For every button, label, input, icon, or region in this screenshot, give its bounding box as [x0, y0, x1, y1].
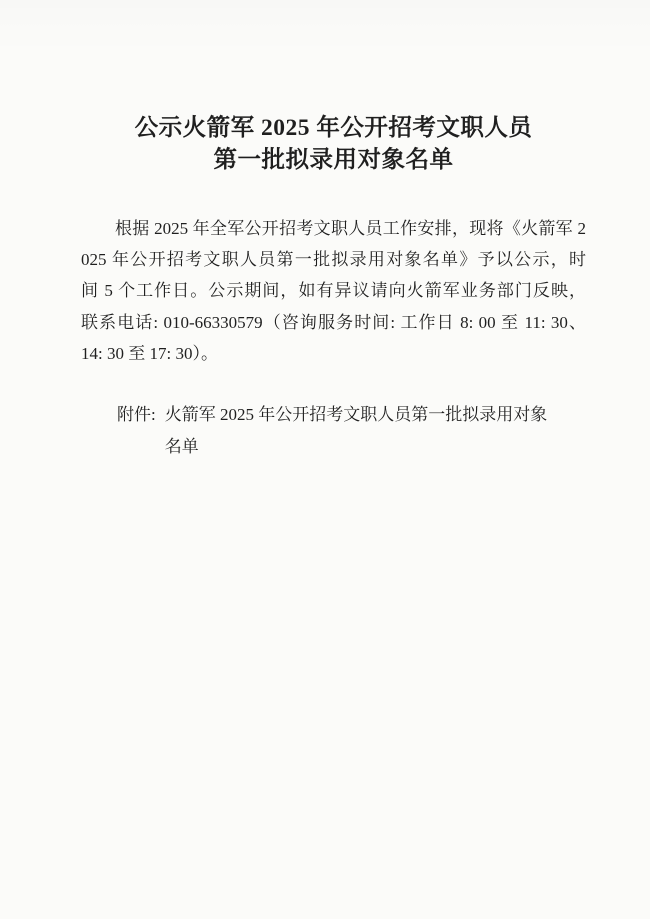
attachment-label: 附件:	[117, 405, 156, 425]
body-line-5: 14: 30 至 17: 30）。	[81, 343, 218, 363]
attachment-title	[165, 399, 586, 463]
attachment-section	[117, 399, 586, 463]
notice-title-line-1: 公示火箭军 2025 年公开招考文职人员	[134, 115, 533, 141]
notice-body-paragraph	[81, 213, 586, 369]
body-line-1: 根据 2025 年全军公开招考文职人员工作安排，现将《火箭军 2	[115, 219, 586, 238]
body-line-2: 025 年公开招考文职人员第一批拟录用对象名单》予以公示，时	[81, 250, 586, 270]
attachment-title-line-1: 火箭军 2025 年公开招考文职人员第一批拟录用对象	[164, 405, 548, 425]
body-line-4: 联系电话: 010-66330579（咨询服务时间: 工作日 8: 00 至 11: 30、	[81, 312, 586, 332]
body-line-3: 间 5 个工作日。公示期间，如有异议请向火箭军业务部门反映，	[81, 281, 586, 301]
notice-title-line-2: 第一批拟录用对象名单	[213, 147, 454, 173]
notice-title	[81, 112, 586, 176]
attachment-title-line-2: 名单	[164, 437, 199, 457]
